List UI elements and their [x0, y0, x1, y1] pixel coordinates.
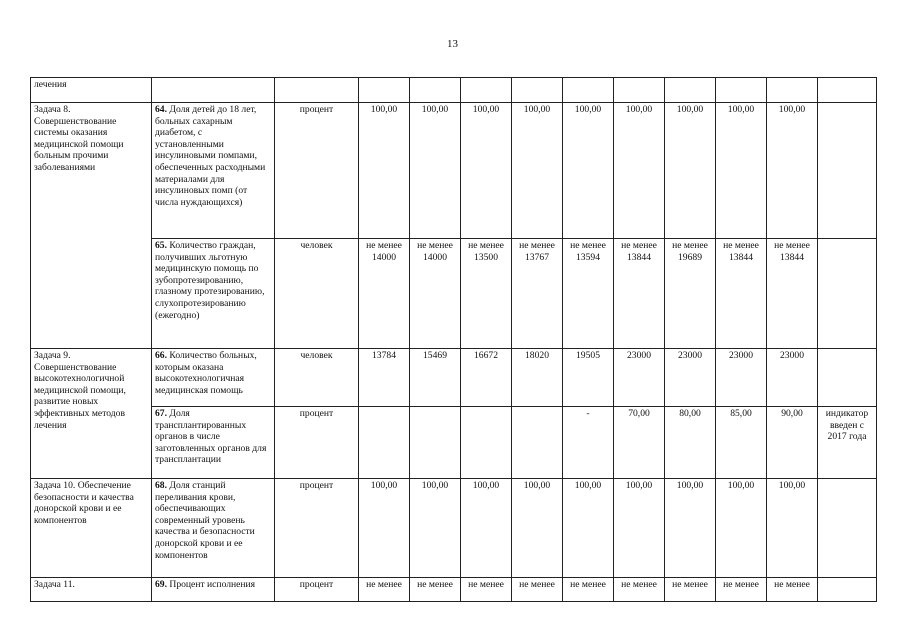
note-cell — [818, 578, 877, 602]
value-cell: 100,00 — [461, 479, 512, 578]
task-cell: Задача 8. Совершенствование системы оказания медицинской помощи больным прочими заболеваниями — [31, 103, 152, 349]
value-cell: не менее 13500 — [461, 239, 512, 349]
value-cell: 100,00 — [512, 479, 563, 578]
value-cell: не менее 13844 — [614, 239, 665, 349]
empty-cell — [818, 78, 877, 103]
empty-cell — [461, 78, 512, 103]
value-cell: не менее 14000 — [410, 239, 461, 349]
unit-cell: процент — [275, 578, 359, 602]
value-cell: 100,00 — [716, 479, 767, 578]
unit-cell: процент — [275, 103, 359, 239]
value-cell: 100,00 — [767, 103, 818, 239]
value-cell: не менее — [563, 578, 614, 602]
empty-cell — [512, 78, 563, 103]
value-cell: 100,00 — [614, 479, 665, 578]
value-cell: не менее — [512, 578, 563, 602]
table-row — [31, 239, 877, 349]
value-cell: не менее — [410, 578, 461, 602]
value-cell: 100,00 — [563, 103, 614, 239]
indicator-number: 67. — [155, 408, 167, 419]
page-number: 13 — [447, 38, 458, 50]
empty-cell — [716, 78, 767, 103]
indicator-text: Количество больных, которым оказана высокотехнологичная медицинская помощь — [155, 350, 257, 396]
value-cell: 23000 — [716, 349, 767, 407]
unit-cell: процент — [275, 479, 359, 578]
value-cell: не менее — [614, 578, 665, 602]
value-cell: не менее — [461, 578, 512, 602]
indicator-cell — [152, 407, 275, 479]
value-cell: 80,00 — [665, 407, 716, 479]
task-cell: Задача 10. Обеспечение безопасности и качества донорской крови и ее компонентов — [31, 479, 152, 578]
note-cell — [818, 479, 877, 578]
empty-cell — [563, 78, 614, 103]
task-cell: лечения — [31, 78, 152, 103]
value-cell: не менее — [359, 578, 410, 602]
value-cell: 90,00 — [767, 407, 818, 479]
value-cell: 70,00 — [614, 407, 665, 479]
note-cell — [818, 103, 877, 239]
value-cell: не менее — [716, 578, 767, 602]
value-cell — [410, 407, 461, 479]
table-row — [31, 78, 877, 103]
value-cell: 85,00 — [716, 407, 767, 479]
value-cell: 19505 — [563, 349, 614, 407]
task-cell: Задача 11. — [31, 578, 152, 602]
indicator-text: Доля трансплантированных органов в числе заготовленных органов для трансплантации — [155, 408, 267, 466]
value-cell — [461, 407, 512, 479]
indicator-number: 65. — [155, 240, 167, 251]
value-cell: 13784 — [359, 349, 410, 407]
indicator-cell — [152, 479, 275, 578]
value-cell: не менее — [767, 578, 818, 602]
value-cell: 18020 — [512, 349, 563, 407]
value-cell: не менее 13767 — [512, 239, 563, 349]
value-cell: 100,00 — [512, 103, 563, 239]
value-cell — [359, 407, 410, 479]
value-cell: не менее — [665, 578, 716, 602]
unit-cell: процент — [275, 407, 359, 479]
indicator-text: Доля станций переливания крови, обеспечивающих современный уровень качества и безопасности донорской крови и ее компонентов — [155, 480, 255, 561]
value-cell: 100,00 — [359, 103, 410, 239]
empty-cell — [152, 78, 275, 103]
empty-cell — [665, 78, 716, 103]
table-row — [31, 479, 877, 578]
indicator-cell — [152, 103, 275, 239]
indicator-text: Количество граждан, получивших льготную медицинскую помощь по зубопротезированию, глазному протезированию, слухопротезированию (ежегодно) — [155, 240, 265, 321]
value-cell: не менее 14000 — [359, 239, 410, 349]
value-cell: 100,00 — [716, 103, 767, 239]
value-cell: не менее 13844 — [716, 239, 767, 349]
value-cell: 100,00 — [665, 103, 716, 239]
table-row — [31, 407, 877, 479]
value-cell: не менее 19689 — [665, 239, 716, 349]
value-cell: 16672 — [461, 349, 512, 407]
note-cell — [818, 239, 877, 349]
table-row — [31, 103, 877, 239]
value-cell: 100,00 — [410, 479, 461, 578]
value-cell: 100,00 — [614, 103, 665, 239]
value-cell: не менее 13594 — [563, 239, 614, 349]
value-cell: 100,00 — [461, 103, 512, 239]
value-cell: 100,00 — [767, 479, 818, 578]
value-cell: - — [563, 407, 614, 479]
value-cell: 23000 — [614, 349, 665, 407]
indicator-number: 66. — [155, 350, 167, 361]
empty-cell — [614, 78, 665, 103]
indicator-cell — [152, 578, 275, 602]
indicators-table — [30, 77, 877, 602]
indicator-cell — [152, 349, 275, 407]
note-cell: индикатор введен с 2017 года — [818, 407, 877, 479]
value-cell — [512, 407, 563, 479]
indicator-number: 68. — [155, 480, 167, 491]
indicator-number: 64. — [155, 104, 167, 115]
value-cell: 15469 — [410, 349, 461, 407]
indicator-text: Доля детей до 18 лет, больных сахарным диабетом, с установленными инсулиновыми помпами, обеспеченных расходными материалами для инсулиновых помп (от числа нуждающихся) — [155, 104, 266, 208]
empty-cell — [767, 78, 818, 103]
value-cell: 100,00 — [665, 479, 716, 578]
empty-cell — [359, 78, 410, 103]
value-cell: не менее 13844 — [767, 239, 818, 349]
table-row — [31, 349, 877, 407]
note-cell — [818, 349, 877, 407]
indicator-text: Процент исполнения — [167, 579, 256, 590]
indicator-cell — [152, 239, 275, 349]
unit-cell: человек — [275, 239, 359, 349]
empty-cell — [410, 78, 461, 103]
task-cell: Задача 9. Совершенствование высокотехнологичной медицинской помощи, развитие новых эффективных методов лечения — [31, 349, 152, 479]
indicator-number: 69. — [155, 579, 167, 590]
value-cell: 100,00 — [359, 479, 410, 578]
value-cell: 100,00 — [563, 479, 614, 578]
value-cell: 23000 — [767, 349, 818, 407]
unit-cell: человек — [275, 349, 359, 407]
table-row — [31, 578, 877, 602]
value-cell: 23000 — [665, 349, 716, 407]
value-cell: 100,00 — [410, 103, 461, 239]
empty-cell — [275, 78, 359, 103]
